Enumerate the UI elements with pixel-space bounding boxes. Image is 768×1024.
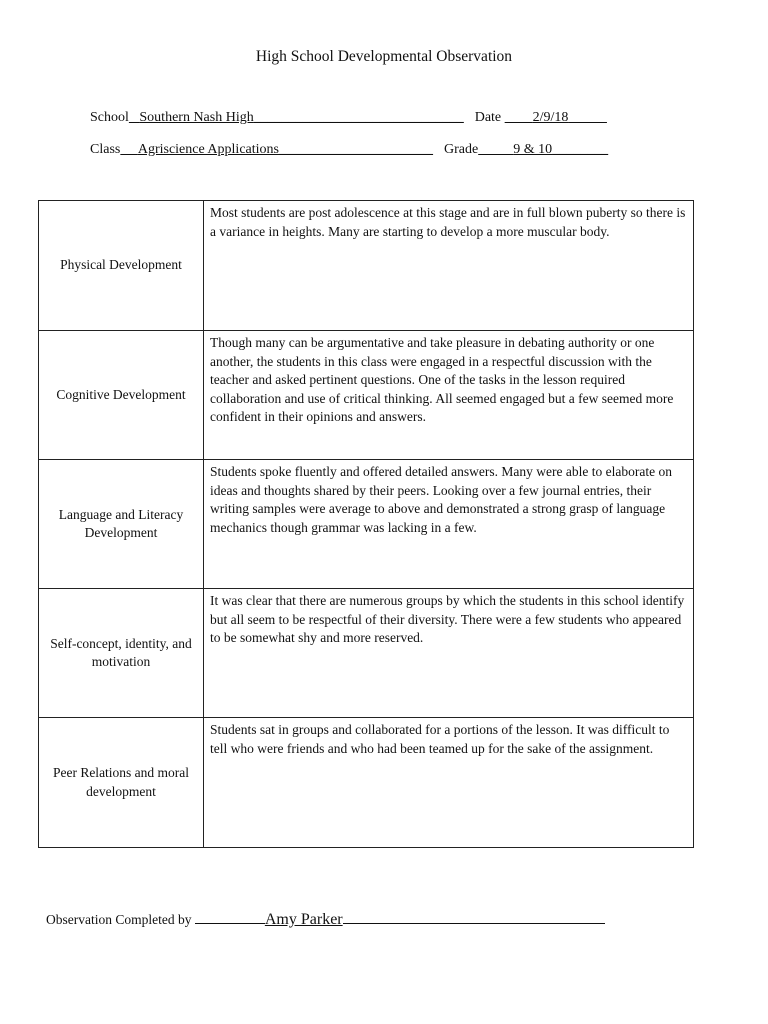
row-label: Physical Development [39, 201, 204, 331]
table-row [39, 331, 694, 460]
signature-blank-left [195, 909, 265, 924]
table-row [39, 718, 694, 848]
signature-blank-right [343, 909, 605, 924]
observation-table [38, 200, 694, 848]
row-label: Self-concept, identity, and motivation [39, 589, 204, 718]
class-grade-line [90, 142, 608, 158]
row-label: Cognitive Development [39, 331, 204, 460]
observation-completed-line [46, 909, 605, 929]
grade-label: Grade [443, 142, 479, 157]
class-value: Agriscience Applications______________________ [137, 142, 433, 157]
row-notes: Students spoke fluently and offered detailed answers. Many were able to elaborate on ideas and thoughts shared by their peers. Looking over a few journal entries, their writing samples were average to above and demonstrated a strong grasp of language mechanics though grammar was lacking in a few. [204, 460, 694, 589]
table-row [39, 589, 694, 718]
school-value: Southern Nash High______________________________ [139, 110, 464, 125]
page-title: High School Developmental Observation [255, 48, 513, 65]
row-notes: It was clear that there are numerous groups by which the students in this school identify but all seem to be respectful of their diversity. There were a few students who appeared to be somewhat shy and more reserved. [204, 589, 694, 718]
observer-name: Amy Parker [264, 911, 343, 928]
table-row [39, 460, 694, 589]
row-label: Peer Relations and moral development [39, 718, 204, 848]
date-value: 2/9/18 [532, 110, 569, 125]
row-label: Language and Literacy Development [39, 460, 204, 589]
completed-label: Observation Completed by [46, 912, 192, 927]
class-label: Class [90, 142, 121, 157]
row-notes: Students sat in groups and collaborated for a portions of the lesson. It was difficult to tell who were friends and who had been teamed up for the sake of the assignment. [204, 718, 694, 848]
date-label: Date [474, 110, 502, 125]
grade-value: 9 & 10________ [513, 142, 609, 157]
school-label: School [90, 110, 129, 125]
row-notes: Though many can be argumentative and take pleasure in debating authority or one another, the students in this class were engaged in a respectful discussion with the teacher and asked pertinent questions. One of the tasks in the lesson required collaboration and use of critical thinking. All seemed engaged but a few seemed more confident in their opinions and answers. [204, 331, 694, 460]
table-row [39, 201, 694, 331]
row-notes: Most students are post adolescence at this stage and are in full blown puberty so there is a variance in heights. Many are starting to develop a more muscular body. [204, 201, 694, 331]
school-date-line [90, 110, 607, 126]
